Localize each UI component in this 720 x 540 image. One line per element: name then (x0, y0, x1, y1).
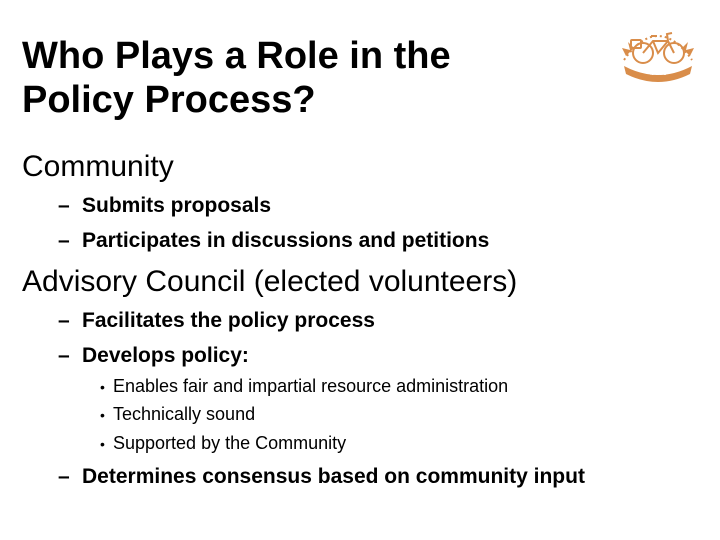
list-item-text: Develops policy: (82, 344, 249, 367)
list-item-text: Determines consensus based on community input (82, 465, 585, 488)
section-heading-community: Community (22, 150, 174, 183)
dash-marker: – (58, 344, 70, 367)
slide-title (22, 34, 582, 122)
bullet-marker: • (100, 407, 105, 423)
dash-marker: – (58, 465, 70, 488)
sub-list-item (100, 432, 346, 455)
sub-list-item (100, 375, 508, 398)
list-item-text: Participates in discussions and petitions (82, 229, 490, 252)
bullet-marker: • (100, 379, 105, 395)
dash-marker: – (58, 194, 70, 217)
sub-list-item-text: Supported by the Community (113, 433, 347, 453)
slide-title-line-2: Policy Process? (22, 79, 316, 121)
list-item (58, 308, 375, 334)
list-item-text: Submits proposals (82, 194, 272, 217)
dash-marker: – (58, 309, 70, 332)
sub-list-item (100, 403, 255, 426)
list-item (58, 193, 271, 219)
sub-list-item-text: Enables fair and impartial resource administration (113, 376, 509, 396)
sub-list-item-text: Technically sound (113, 404, 256, 424)
list-item (58, 343, 249, 369)
svg-text:~~~~: ~~~~ (649, 72, 667, 79)
list-item (58, 228, 489, 254)
slide-title-line-1: Who Plays a Role in the (22, 35, 451, 77)
bicycle-seal-logo-icon (610, 8, 706, 88)
section-heading-advisory-council: Advisory Council (elected volunteers) (22, 265, 518, 298)
list-item-text: Facilitates the policy process (82, 309, 375, 332)
list-item (58, 464, 585, 490)
bullet-marker: • (100, 436, 105, 452)
dash-marker: – (58, 229, 70, 252)
